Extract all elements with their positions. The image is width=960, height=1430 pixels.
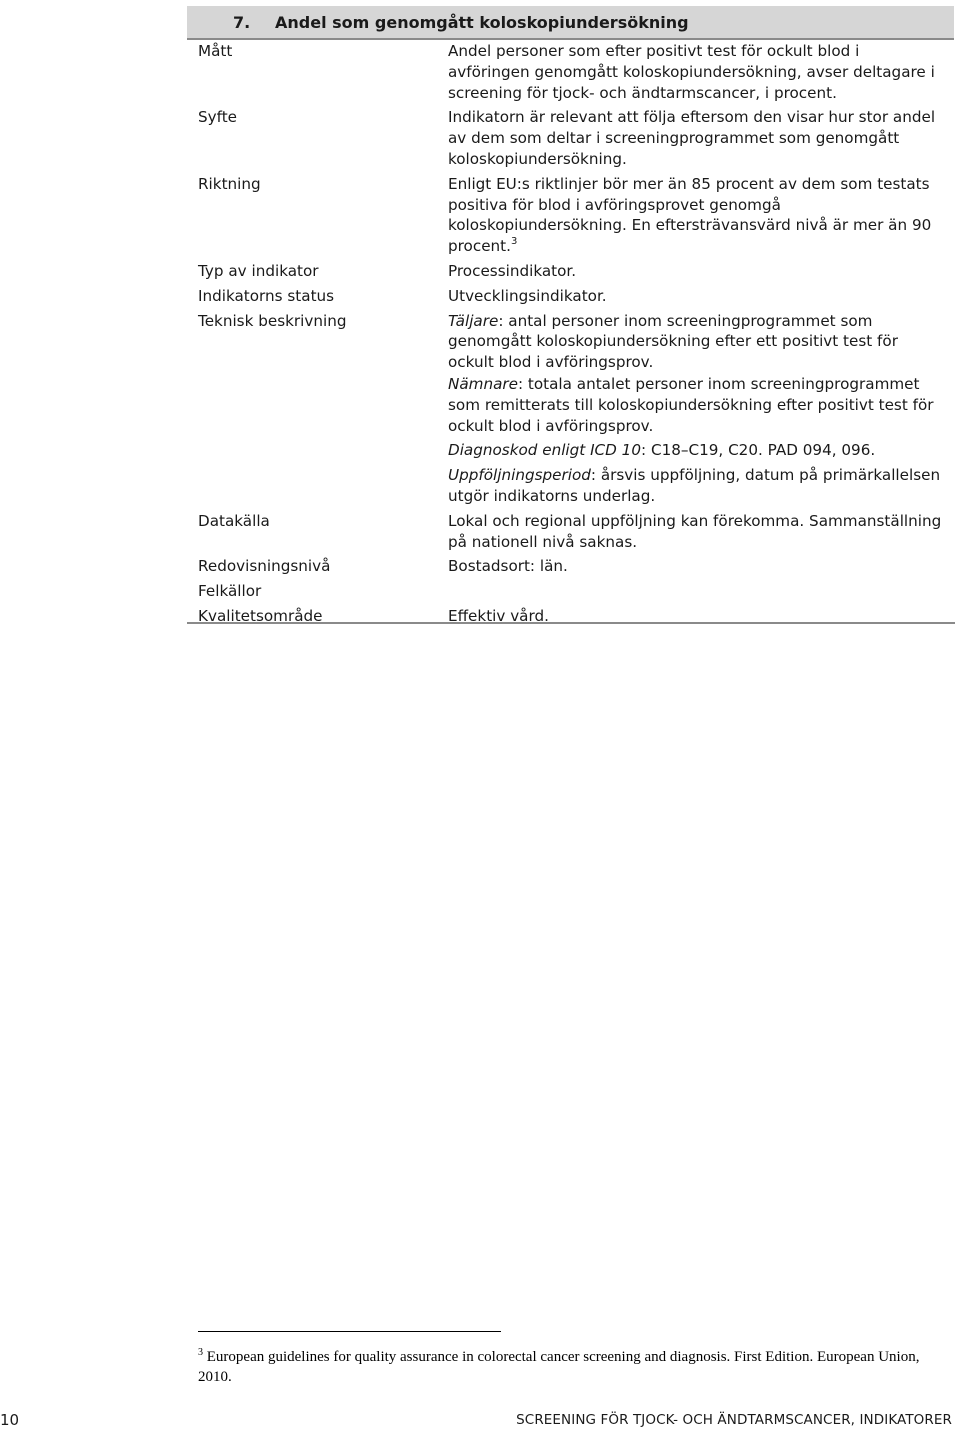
footnote-separator: [198, 1331, 501, 1332]
table-bottom-rule: [187, 622, 955, 624]
indicator-table: [187, 38, 954, 628]
row-label: Redovisningsnivå: [198, 557, 331, 576]
row-label: Mått: [198, 42, 233, 60]
table-row-status: [187, 282, 954, 307]
uppfoljning-term: Uppföljningsperiod: [448, 466, 591, 485]
section-title: Andel som genomgått koloskopiundersökning: [275, 13, 689, 32]
table-row-typ: [187, 257, 954, 282]
row-value-container: [448, 170, 954, 257]
diagnos-text: : C18–C19, C20. PAD 094, 096.: [641, 441, 876, 460]
taljare-text: : antal personer inom screeningprogrammet som genomgått koloskopiundersökning efter ett positivt test för ockult blod i avföringsprov.: [448, 311, 898, 372]
row-value: Bostadsort: län.: [448, 557, 568, 576]
running-footer-title: SCREENING FÖR TJOCK- OCH ÄNDTARMSCANCER, INDIKATORER: [516, 1412, 952, 1428]
row-label: Syfte: [198, 108, 238, 127]
table-row-riktning: [187, 170, 954, 257]
table-row-datakalla: [187, 507, 954, 553]
row-label: Teknisk beskrivning: [198, 311, 347, 330]
uppfoljning-paragraph: [448, 465, 942, 507]
row-value: [448, 577, 954, 602]
footnote: [198, 1343, 928, 1387]
section-number: 7.: [233, 13, 251, 32]
row-label: Felkällor: [198, 582, 262, 601]
row-label: Kvalitetsområde: [198, 606, 323, 625]
namnare-paragraph: [448, 374, 942, 436]
footnote-text: European guidelines for quality assurance in colorectal cancer screening and diagnosis. First Edition. European Union, 2010.: [198, 1349, 920, 1385]
table-row-matt: [187, 38, 954, 103]
namnare-text: : totala antalet personer inom screeningprogrammet som remitterats till koloskopiundersökning efter positivt test för ockult blod i avföringsprov.: [448, 374, 934, 435]
table-row-felkallor: [187, 577, 954, 602]
row-value: Indikatorn är relevant att följa eftersom den visar hur stor andel av dem som deltar i screeningprogrammet som genomgått koloskopiundersökning.: [448, 108, 936, 168]
table-row-teknisk: [187, 307, 954, 507]
row-label: Riktning: [198, 174, 261, 193]
table-row-syfte: [187, 103, 954, 169]
row-value: Effektiv vård.: [448, 606, 549, 625]
row-value: Processindikator.: [448, 261, 577, 280]
row-value: Lokal och regional uppföljning kan förekomma. Sammanställning på nationell nivå saknas.: [448, 511, 942, 551]
footnote-reference[interactable]: 3: [510, 236, 518, 248]
section-header: [187, 6, 954, 40]
diagnos-term: Diagnoskod enligt ICD 10: [448, 441, 642, 460]
page-number: 10: [0, 1411, 20, 1429]
namnare-term: Nämnare: [448, 374, 518, 393]
row-value: Andel personer som efter positivt test för ockult blod i avföringen genomgått koloskopiundersökning, avser deltagare i screening för tjock- och ändtarmscancer, i procent.: [448, 42, 935, 102]
row-label: Indikatorns status: [198, 286, 335, 305]
row-value: Enligt EU:s riktlinjer bör mer än 85 procent av dem som testats positiva för blod i avföringsprovet genomgå koloskopiundersökning. En eftersträvansvärd nivå är mer än 90 procent.: [448, 174, 932, 256]
row-label: Typ av indikator: [198, 261, 319, 280]
row-value-container: [448, 307, 954, 507]
taljare-term: Täljare: [448, 311, 499, 330]
row-label: Datakälla: [198, 511, 270, 530]
table-row-redovisning: [187, 552, 954, 577]
taljare-paragraph: [448, 311, 942, 373]
footnote-number: 3: [198, 1347, 203, 1358]
diagnos-paragraph: [448, 440, 942, 461]
row-value: Utvecklingsindikator.: [448, 286, 607, 305]
uppfoljning-text: : årsvis uppföljning, datum på primärkallelsen utgör indikatorns underlag.: [448, 466, 941, 505]
